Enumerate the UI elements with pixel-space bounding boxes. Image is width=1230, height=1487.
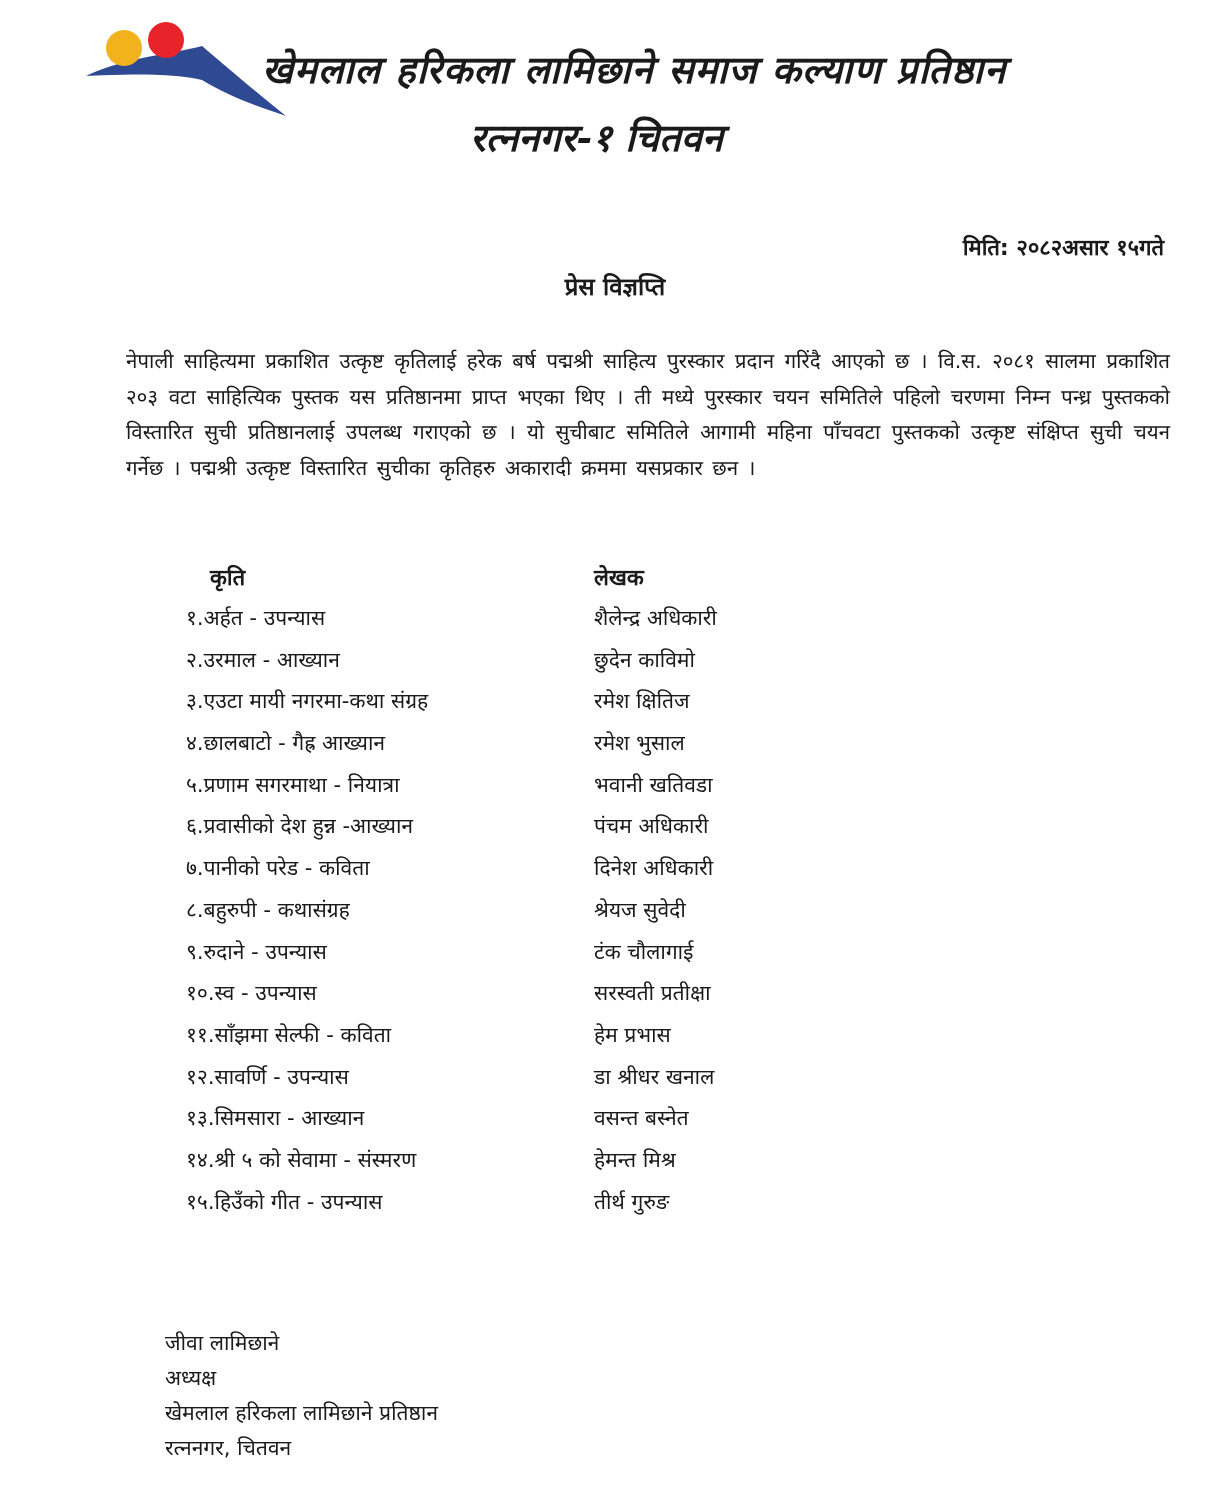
book-author: तीर्थ गुरुङ	[594, 1189, 670, 1214]
book-title: ४.छालबाटो - गैह्र आख्यान	[186, 731, 386, 756]
book-author: पंचम अधिकारी	[594, 814, 709, 839]
book-title: १३.सिमसारा - आख्यान	[186, 1106, 365, 1131]
book-list	[0, 600, 1230, 1225]
document-date: मिति: २०८२असार १५गते	[962, 236, 1164, 261]
book-author: भवानी खतिवडा	[594, 772, 713, 797]
book-author: हेम प्रभास	[594, 1022, 671, 1047]
book-title: ६.प्रवासीको देश हुन्न -आख्यान	[186, 814, 414, 839]
list-item	[0, 1184, 1230, 1226]
book-title: ७.पानीको परेड - कविता	[186, 856, 370, 881]
column-header-author: लेखक	[594, 566, 644, 591]
book-title: १.अर्हत - उपन्यास	[186, 606, 326, 630]
list-item	[0, 683, 1230, 725]
organization-name: खेमलाल हरिकला लामिछाने समाज कल्याण प्रतिष्ठान	[262, 47, 1007, 92]
list-item	[0, 767, 1230, 809]
book-title: ८.बहुरुपी - कथासंग्रह	[186, 897, 350, 922]
book-author: सरस्वती प्रतीक्षा	[594, 981, 711, 1006]
signature-block	[165, 1326, 438, 1466]
book-title: ५.प्रणाम सगरमाथा - नियात्रा	[186, 772, 400, 797]
column-header-work: कृति	[210, 566, 246, 591]
logo-red-circle	[148, 22, 184, 58]
book-title: १०.स्व - उपन्यास	[186, 981, 317, 1006]
book-author: श्रेयज सुवेदी	[594, 897, 686, 922]
list-item	[0, 934, 1230, 976]
organization-logo	[82, 18, 287, 128]
list-item	[0, 1017, 1230, 1059]
signatory-address: रत्ननगर, चितवन	[165, 1436, 292, 1460]
book-author: दिनेश अधिकारी	[594, 856, 714, 881]
book-author: रमेश भुसाल	[594, 731, 685, 756]
list-item	[0, 850, 1230, 892]
list-item	[0, 1142, 1230, 1184]
organization-address: रत्ननगर-१ चितवन	[470, 115, 723, 160]
book-title: १२.सावर्णि - उपन्यास	[186, 1064, 349, 1089]
book-title: २.उरमाल - आख्यान	[186, 647, 340, 672]
book-author: वसन्त बस्नेत	[594, 1106, 689, 1131]
list-item	[0, 725, 1230, 767]
book-author: शैलेन्द्र अधिकारी	[594, 606, 717, 630]
book-title: ९.रुदाने - उपन्यास	[186, 939, 327, 964]
book-title: ११.साँझमा सेल्फी - कविता	[186, 1022, 392, 1047]
book-title: १४.श्री ५ को सेवामा - संस्मरण	[186, 1147, 417, 1172]
list-item	[0, 600, 1230, 642]
list-item	[0, 1059, 1230, 1101]
book-title: १५.हिउँको गीत - उपन्यास	[186, 1189, 383, 1214]
page-title: प्रेस विज्ञप्ति	[564, 273, 666, 301]
book-author: हेमन्त मिश्र	[594, 1147, 676, 1172]
signatory-name: जीवा लामिछाने	[165, 1331, 280, 1355]
list-item	[0, 892, 1230, 934]
signatory-designation: अध्यक्ष	[165, 1366, 217, 1390]
signatory-organization: खेमलाल हरिकला लामिछाने प्रतिष्ठान	[165, 1401, 438, 1425]
book-title: ३.एउटा मायी नगरमा-कथा संग्रह	[186, 689, 429, 714]
list-item	[0, 1100, 1230, 1142]
book-author: टंक चौलागाई	[594, 939, 694, 964]
list-item	[0, 975, 1230, 1017]
book-author: रमेश क्षितिज	[594, 689, 690, 714]
list-item	[0, 642, 1230, 684]
list-item	[0, 808, 1230, 850]
book-author: छुदेन काविमो	[594, 647, 695, 672]
book-author: डा श्रीधर खनाल	[594, 1064, 715, 1089]
logo-yellow-circle	[106, 30, 142, 66]
press-release-body: नेपाली साहित्यमा प्रकाशित उत्कृष्ट कृतिलाई हरेक बर्ष पद्मश्री साहित्य पुरस्कार प्रदान गरिंदै आएको छ । वि.स. २०८१ सालमा प्रकाशित २०३ वटा साहित्यिक पुस्तक यस प्रतिष्ठानमा प्राप्त भएका थिए । ती मध्ये पुरस्कार चयन समितिले पहिलो चरणमा निम्न पन्ध्र पुस्तकको विस्तारित सुची प्रतिष्ठानलाई उपलब्ध गराएको छ । यो सुचीबाट समितिले आगामी महिना पाँचवटा पुस्तकको उत्कृष्ट संक्षिप्त सुची चयन गर्नेछ । पद्मश्री उत्कृष्ट विस्तारित सुचीका कृतिहरु अकारादी क्रममा यसप्रकार छन ।	[126, 349, 1170, 480]
